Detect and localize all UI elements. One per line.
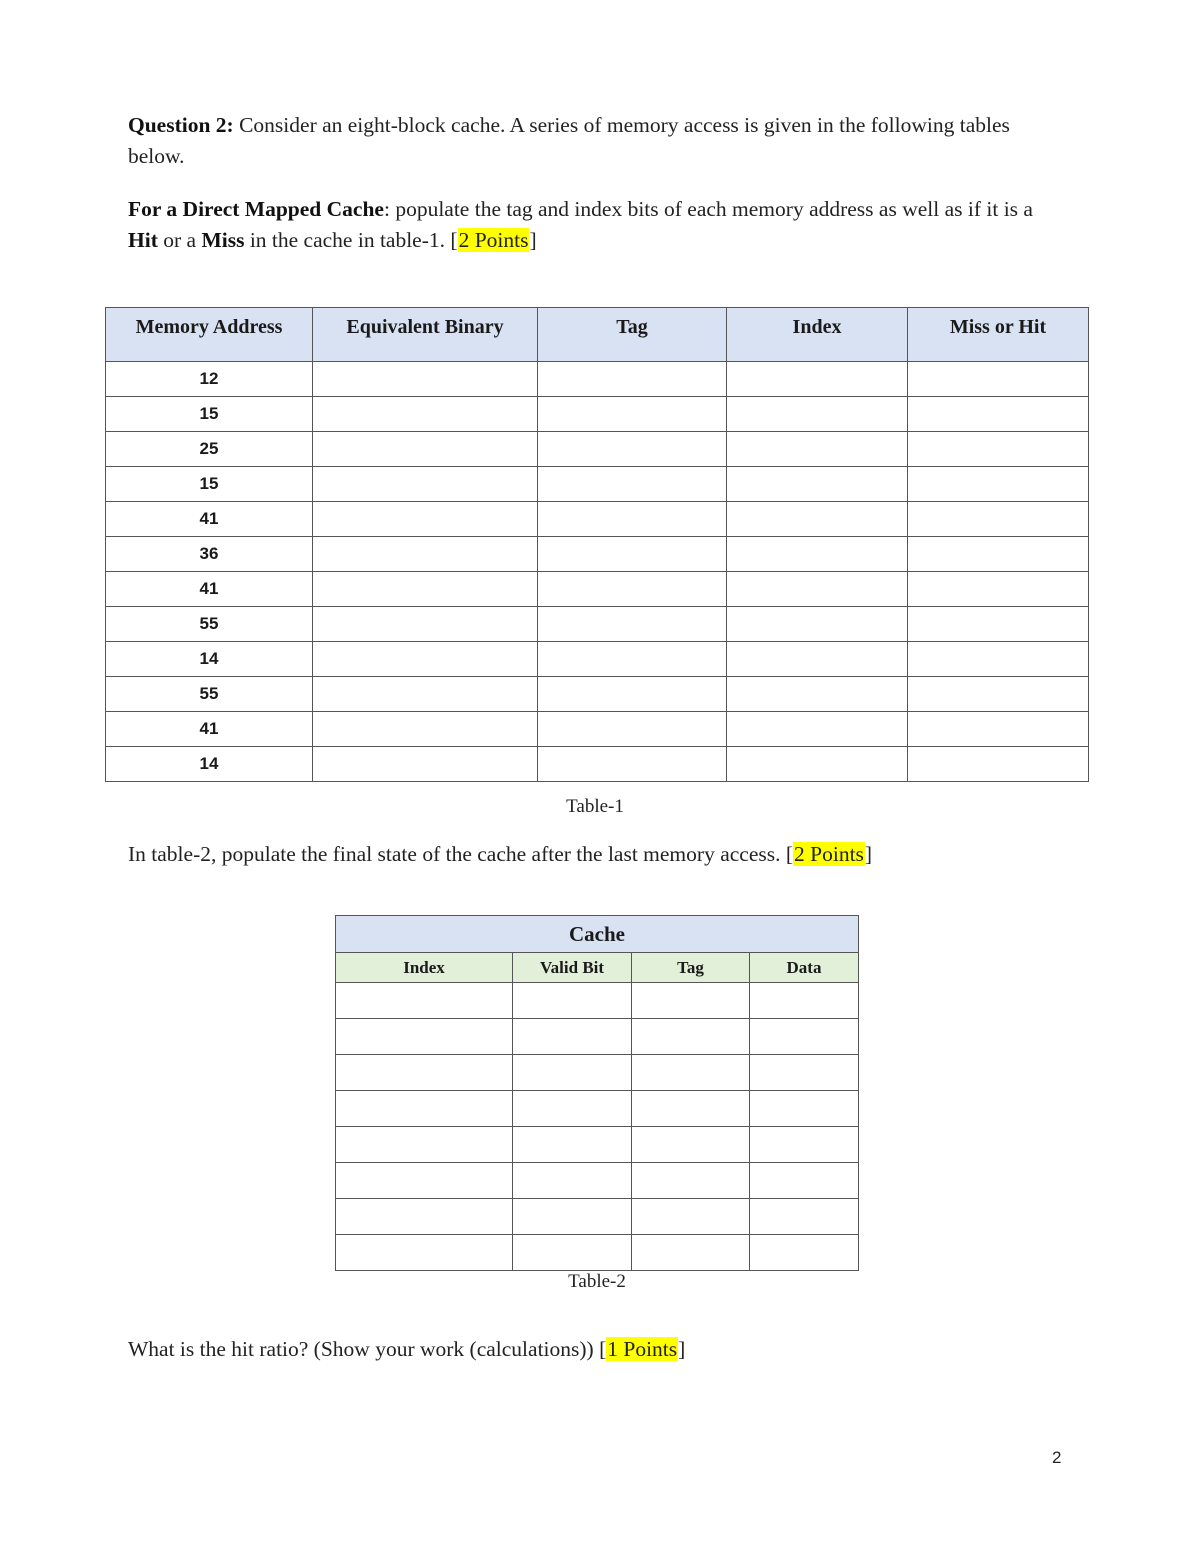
table-row [336, 1055, 859, 1091]
table-row [106, 712, 1089, 747]
valid-bit-cell[interactable] [513, 1091, 632, 1127]
hit-ratio-text: What is the hit ratio? (Show your work (calculations)) [ [128, 1337, 607, 1361]
valid-bit-cell[interactable] [513, 1055, 632, 1091]
memory-address-cell: 41 [106, 712, 313, 747]
memory-address-cell: 25 [106, 432, 313, 467]
data-cell[interactable] [750, 1235, 859, 1271]
data-cell[interactable] [750, 1199, 859, 1235]
table-row [106, 467, 1089, 502]
miss-or-hit-cell[interactable] [908, 502, 1089, 537]
memory-address-cell: 55 [106, 607, 313, 642]
memory-address-cell: 15 [106, 397, 313, 432]
hit-ratio-bracket-close: ] [678, 1337, 686, 1361]
tag-cell[interactable] [538, 607, 727, 642]
table-row [336, 1163, 859, 1199]
miss-or-hit-cell[interactable] [908, 397, 1089, 432]
binary-cell[interactable] [313, 397, 538, 432]
valid-bit-cell[interactable] [513, 1163, 632, 1199]
valid-bit-cell[interactable] [513, 983, 632, 1019]
cache-tag-cell[interactable] [632, 1163, 750, 1199]
memory-address-cell: 36 [106, 537, 313, 572]
memory-address-cell: 14 [106, 747, 313, 782]
binary-cell[interactable] [313, 677, 538, 712]
header-index: Index [727, 308, 908, 362]
memory-address-cell: 14 [106, 642, 313, 677]
table-row [106, 432, 1089, 467]
cache-title-row [336, 916, 859, 953]
valid-bit-cell[interactable] [513, 1235, 632, 1271]
binary-cell[interactable] [313, 642, 538, 677]
tag-cell[interactable] [538, 642, 727, 677]
miss-or-hit-cell[interactable] [908, 642, 1089, 677]
question-text: Consider an eight-block cache. A series of memory access is given in the following tables below. [128, 113, 1010, 168]
binary-cell[interactable] [313, 747, 538, 782]
index-cell[interactable] [727, 712, 908, 747]
question-label: Question 2: [128, 113, 234, 137]
memory-access-table [105, 307, 1089, 782]
header-memory-address: Memory Address [106, 308, 313, 362]
table2-caption: Table-2 [568, 1271, 626, 1292]
header-cache-tag: Tag [632, 953, 750, 983]
data-cell[interactable] [750, 1127, 859, 1163]
tag-cell[interactable] [538, 712, 727, 747]
index-cell[interactable] [727, 397, 908, 432]
question-paragraph [128, 110, 1068, 172]
memory-address-cell: 15 [106, 467, 313, 502]
header-cache-index: Index [336, 953, 513, 983]
cache-tag-cell[interactable] [632, 1199, 750, 1235]
binary-cell[interactable] [313, 502, 538, 537]
miss-or-hit-cell[interactable] [908, 537, 1089, 572]
table-row [336, 983, 859, 1019]
index-cell[interactable] [727, 537, 908, 572]
miss-or-hit-cell[interactable] [908, 712, 1089, 747]
header-tag: Tag [538, 308, 727, 362]
table1-caption: Table-1 [566, 796, 624, 817]
header-equivalent-binary: Equivalent Binary [313, 308, 538, 362]
miss-or-hit-cell[interactable] [908, 677, 1089, 712]
table-row [106, 397, 1089, 432]
table2-instruction-text: In table-2, populate the final state of the cache after the last memory access. [ [128, 842, 794, 866]
table-row [336, 1091, 859, 1127]
cache-index-cell[interactable] [336, 1163, 513, 1199]
cache-state-table [335, 915, 859, 1271]
memory-address-cell: 55 [106, 677, 313, 712]
direct-mapped-text-2: or a [157, 228, 202, 252]
binary-cell[interactable] [313, 572, 538, 607]
table-row [336, 1019, 859, 1055]
page-number: 2 [1052, 1448, 1062, 1467]
valid-bit-cell[interactable] [513, 1019, 632, 1055]
table-row [106, 362, 1089, 397]
tag-cell[interactable] [538, 747, 727, 782]
cache-header-row [336, 953, 859, 983]
index-cell[interactable] [727, 747, 908, 782]
cache-tag-cell[interactable] [632, 1127, 750, 1163]
memory-access-table-body [106, 362, 1089, 782]
index-cell[interactable] [727, 502, 908, 537]
direct-mapped-text-3: in the cache in table-1. [ [244, 228, 458, 252]
table-row [336, 1199, 859, 1235]
index-cell[interactable] [727, 607, 908, 642]
cache-index-cell[interactable] [336, 1091, 513, 1127]
tag-cell[interactable] [538, 362, 727, 397]
memory-address-cell: 41 [106, 502, 313, 537]
table-row [106, 642, 1089, 677]
direct-mapped-paragraph [128, 194, 1068, 256]
data-cell[interactable] [750, 1019, 859, 1055]
direct-mapped-text-1: : populate the tag and index bits of each memory address as well as if it is a [383, 197, 1033, 221]
tag-cell[interactable] [538, 432, 727, 467]
binary-cell[interactable] [313, 432, 538, 467]
binary-cell[interactable] [313, 537, 538, 572]
tag-cell[interactable] [538, 397, 727, 432]
table2-bracket-close: ] [864, 842, 873, 866]
cache-tag-cell[interactable] [632, 1091, 750, 1127]
header-valid-bit: Valid Bit [513, 953, 632, 983]
hit-ratio-points-highlight: 1 Points [607, 1337, 678, 1361]
cache-index-cell[interactable] [336, 1199, 513, 1235]
data-cell[interactable] [750, 1091, 859, 1127]
table-row [106, 677, 1089, 712]
binary-cell[interactable] [313, 362, 538, 397]
table-row [106, 537, 1089, 572]
index-cell[interactable] [727, 467, 908, 502]
cache-index-cell[interactable] [336, 1019, 513, 1055]
table-row [106, 572, 1089, 607]
miss-or-hit-cell[interactable] [908, 362, 1089, 397]
tag-cell[interactable] [538, 467, 727, 502]
cache-tag-cell[interactable] [632, 1235, 750, 1271]
tag-cell[interactable] [538, 677, 727, 712]
cache-tag-cell[interactable] [632, 1055, 750, 1091]
miss-or-hit-cell[interactable] [908, 607, 1089, 642]
hit-ratio-question [128, 1334, 1068, 1365]
binary-cell[interactable] [313, 607, 538, 642]
header-data: Data [750, 953, 859, 983]
index-cell[interactable] [727, 432, 908, 467]
index-cell[interactable] [727, 642, 908, 677]
points-highlight: 2 Points [458, 228, 529, 252]
cache-tag-cell[interactable] [632, 983, 750, 1019]
memory-address-cell: 12 [106, 362, 313, 397]
table-header-row [106, 308, 1089, 362]
binary-cell[interactable] [313, 467, 538, 502]
data-cell[interactable] [750, 1163, 859, 1199]
table-row [336, 1235, 859, 1271]
table-row [106, 747, 1089, 782]
cache-index-cell[interactable] [336, 1127, 513, 1163]
table-row [336, 1127, 859, 1163]
direct-mapped-label: For a Direct Mapped Cache [128, 197, 384, 221]
tag-cell[interactable] [538, 537, 727, 572]
index-cell[interactable] [727, 362, 908, 397]
table-row [106, 607, 1089, 642]
table2-points-highlight: 2 Points [794, 842, 864, 866]
data-cell[interactable] [750, 1055, 859, 1091]
miss-or-hit-cell[interactable] [908, 432, 1089, 467]
miss-or-hit-cell[interactable] [908, 747, 1089, 782]
cache-tag-cell[interactable] [632, 1019, 750, 1055]
index-cell[interactable] [727, 677, 908, 712]
header-miss-or-hit: Miss or Hit [908, 308, 1089, 362]
hit-word: Hit [128, 228, 158, 252]
cache-state-table-body [336, 983, 859, 1271]
data-cell[interactable] [750, 983, 859, 1019]
miss-word: Miss [201, 228, 245, 252]
table-row [106, 502, 1089, 537]
tag-cell[interactable] [538, 572, 727, 607]
miss-or-hit-cell[interactable] [908, 467, 1089, 502]
miss-or-hit-cell[interactable] [908, 572, 1089, 607]
valid-bit-cell[interactable] [513, 1127, 632, 1163]
bracket-close: ] [529, 228, 537, 252]
cache-index-cell[interactable] [336, 1235, 513, 1271]
cache-index-cell[interactable] [336, 983, 513, 1019]
tag-cell[interactable] [538, 502, 727, 537]
binary-cell[interactable] [313, 712, 538, 747]
memory-address-cell: 41 [106, 572, 313, 607]
cache-index-cell[interactable] [336, 1055, 513, 1091]
valid-bit-cell[interactable] [513, 1199, 632, 1235]
table2-instruction [128, 839, 1068, 870]
cache-title: Cache [336, 916, 859, 953]
index-cell[interactable] [727, 572, 908, 607]
